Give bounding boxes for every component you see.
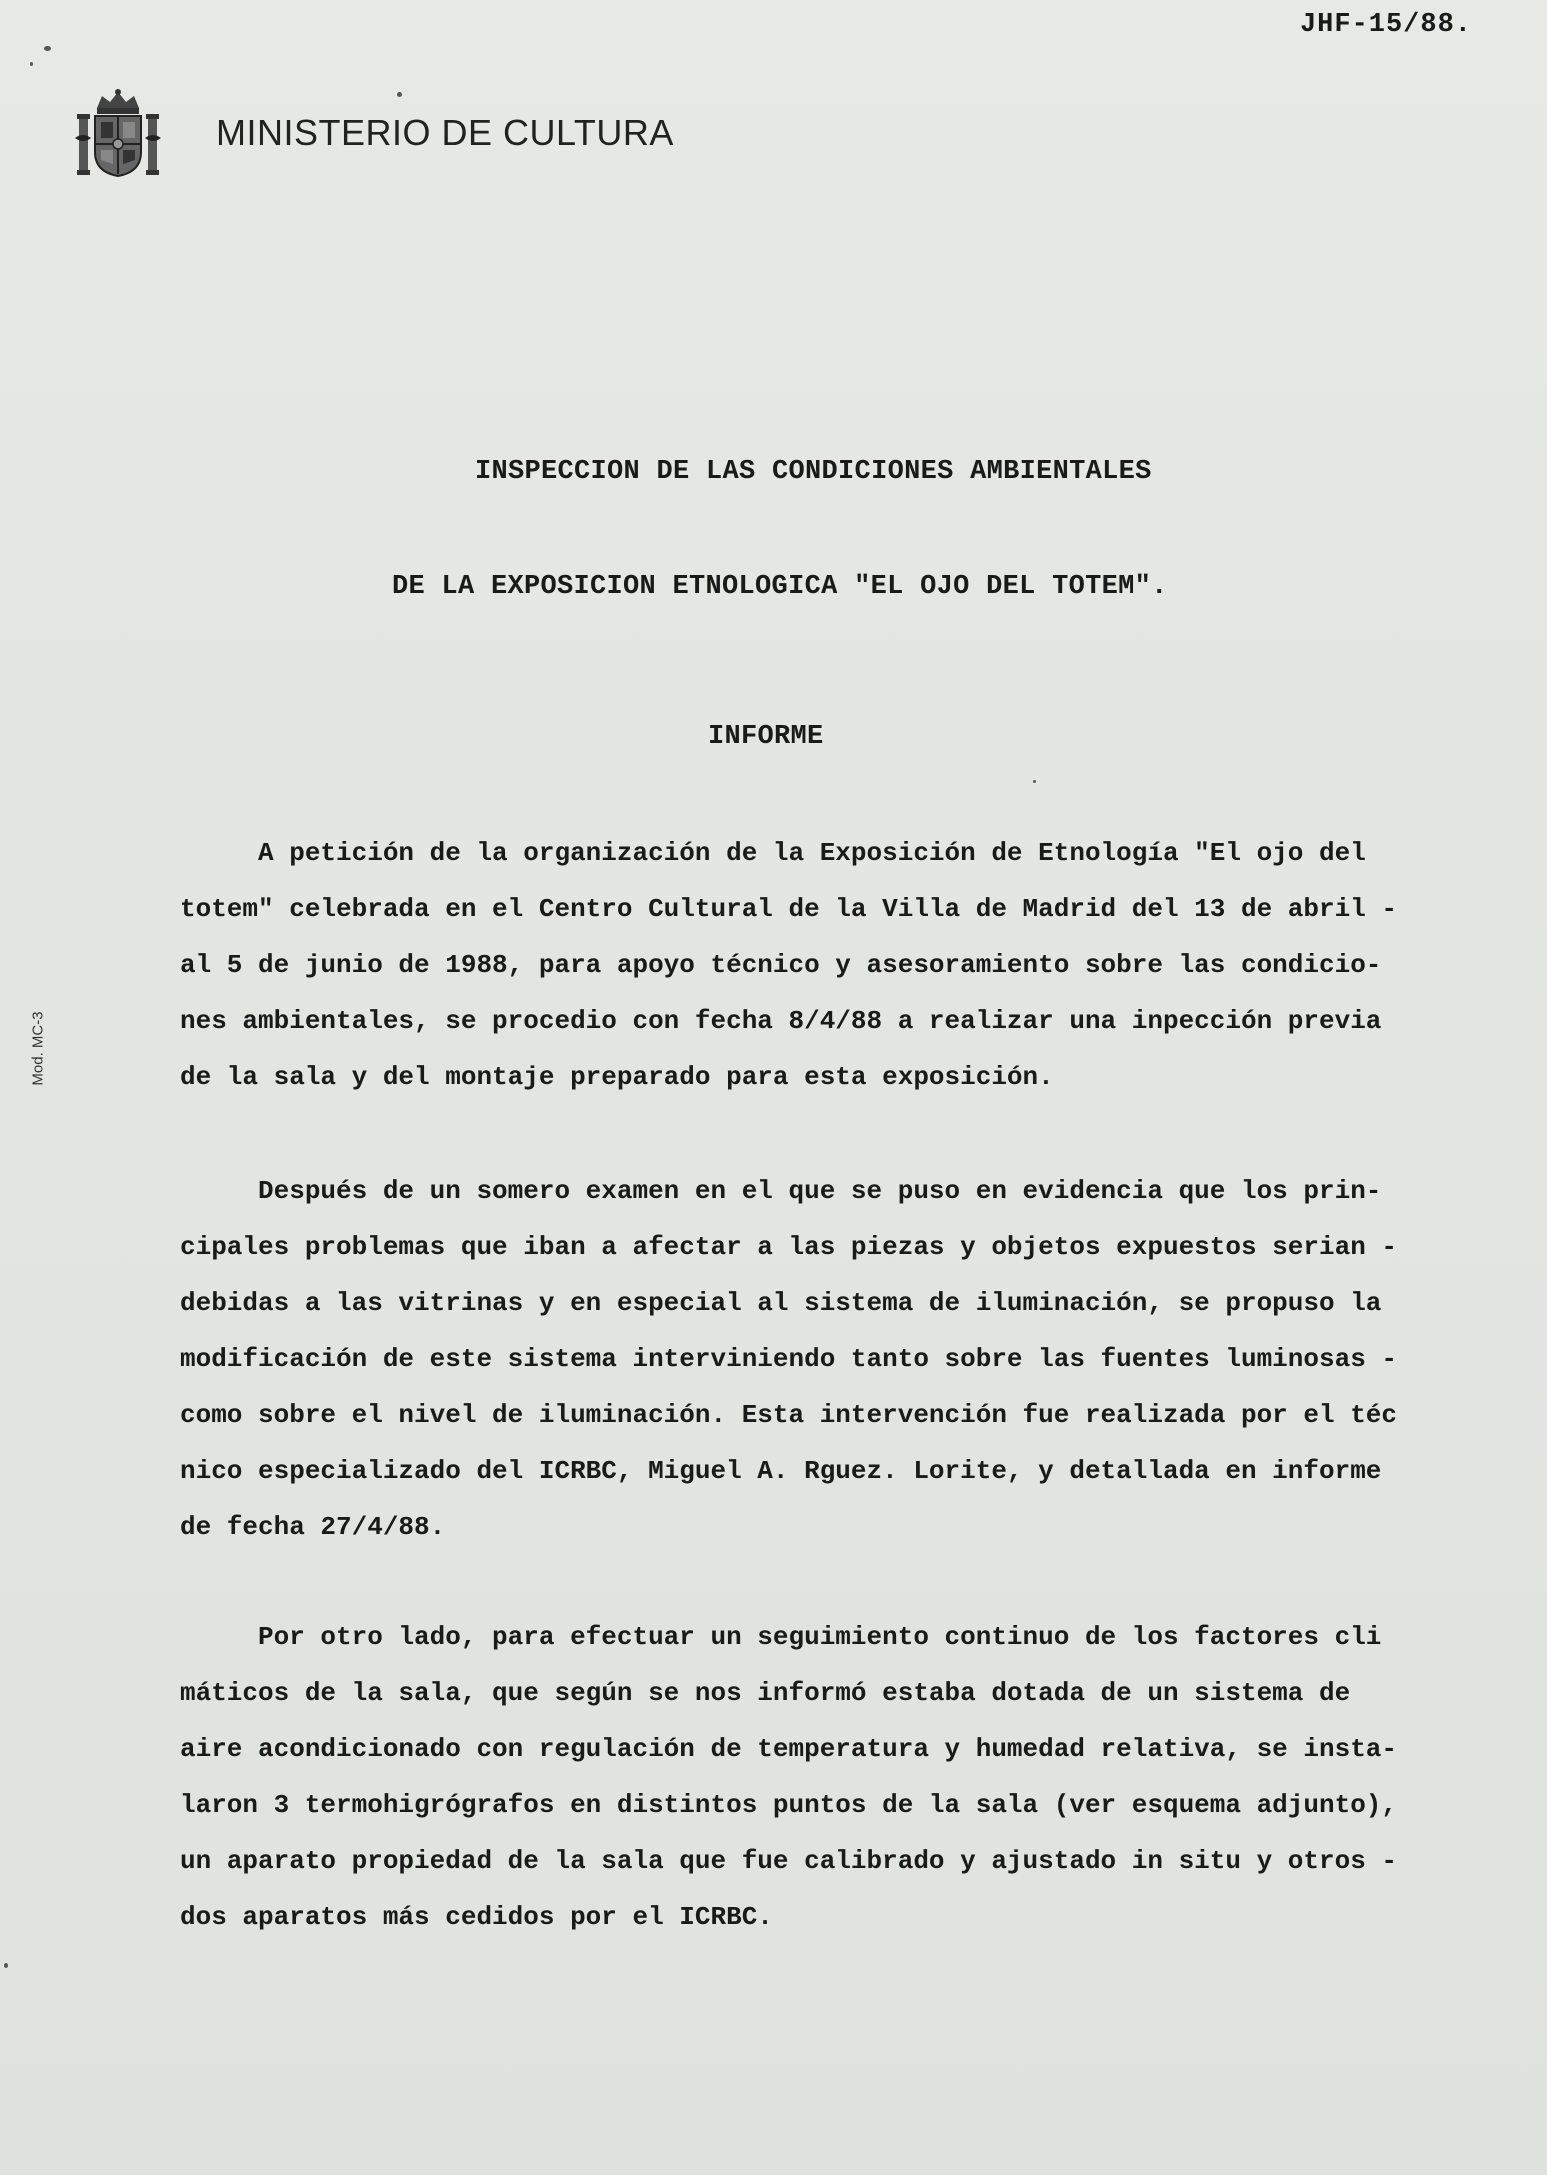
letterhead: [75, 88, 674, 178]
title-line-2: DE LA EXPOSICION ETNOLOGICA "EL OJO DEL TOTEM".: [392, 572, 1168, 602]
paper-speck: [4, 1963, 8, 1968]
paragraph-line: A petición de la organización de la Exposición de Etnología "El ojo del: [180, 838, 1366, 868]
coat-of-arms-icon: [75, 88, 161, 178]
paragraph-line: Por otro lado, para efectuar un seguimiento continuo de los factores cli: [180, 1622, 1382, 1652]
paragraph-line: un aparato propiedad de la sala que fue calibrado y ajustado in situ y otros -: [180, 1846, 1397, 1876]
paragraph-line: aire acondicionado con regulación de temperatura y humedad relativa, se insta-: [180, 1734, 1397, 1764]
paper-speck: [30, 62, 33, 66]
title-line-1: INSPECCION DE LAS CONDICIONES AMBIENTALES: [475, 457, 1152, 487]
paragraph-line: nes ambientales, se procedio con fecha 8/4/88 a realizar una inpección previa: [180, 1006, 1382, 1036]
paragraph-line: máticos de la sala, que según se nos informó estaba dotada de un sistema de: [180, 1678, 1351, 1708]
paragraph-line: de fecha 27/4/88.: [180, 1512, 446, 1542]
paragraph-line: modificación de este sistema interviniendo tanto sobre las fuentes luminosas -: [180, 1344, 1397, 1374]
paragraph-line: laron 3 termohigrógrafos en distintos puntos de la sala (ver esquema adjunto),: [180, 1790, 1397, 1820]
form-code: Mod. MC-3: [29, 1011, 47, 1086]
paragraph-line: totem" celebrada en el Centro Cultural de la Villa de Madrid del 13 de abril -: [180, 894, 1397, 924]
paragraph-line: al 5 de junio de 1988, para apoyo técnico y asesoramiento sobre las condicio-: [180, 950, 1382, 980]
document-reference: JHF-15/88.: [1299, 10, 1472, 40]
paragraph-line: dos aparatos más cedidos por el ICRBC.: [180, 1902, 773, 1932]
report-heading: INFORME: [708, 722, 824, 752]
form-code-label: [28, 1010, 48, 1090]
paragraph-line: nico especializado del ICRBC, Miguel A. Rguez. Lorite, y detallada en informe: [180, 1456, 1382, 1486]
paragraph-2: [180, 1163, 1420, 1555]
paragraph-1: [180, 825, 1420, 1105]
paragraph-line: debidas a las vitrinas y en especial al sistema de iluminación, se propuso la: [180, 1288, 1382, 1318]
paragraph-line: como sobre el nivel de iluminación. Esta intervención fue realizada por el téc: [180, 1400, 1397, 1430]
paper-speck: [44, 46, 51, 51]
ministry-name: MINISTERIO DE CULTURA: [216, 112, 674, 153]
paragraph-line: cipales problemas que iban a afectar a las piezas y objetos expuestos serian -: [180, 1232, 1397, 1262]
paragraph-line: Después de un somero examen en el que se puso en evidencia que los prin-: [180, 1176, 1382, 1206]
paragraph-line: de la sala y del montaje preparado para esta exposición.: [180, 1062, 1054, 1092]
paragraph-3: [180, 1609, 1420, 1945]
paper-speck: [1033, 780, 1036, 783]
